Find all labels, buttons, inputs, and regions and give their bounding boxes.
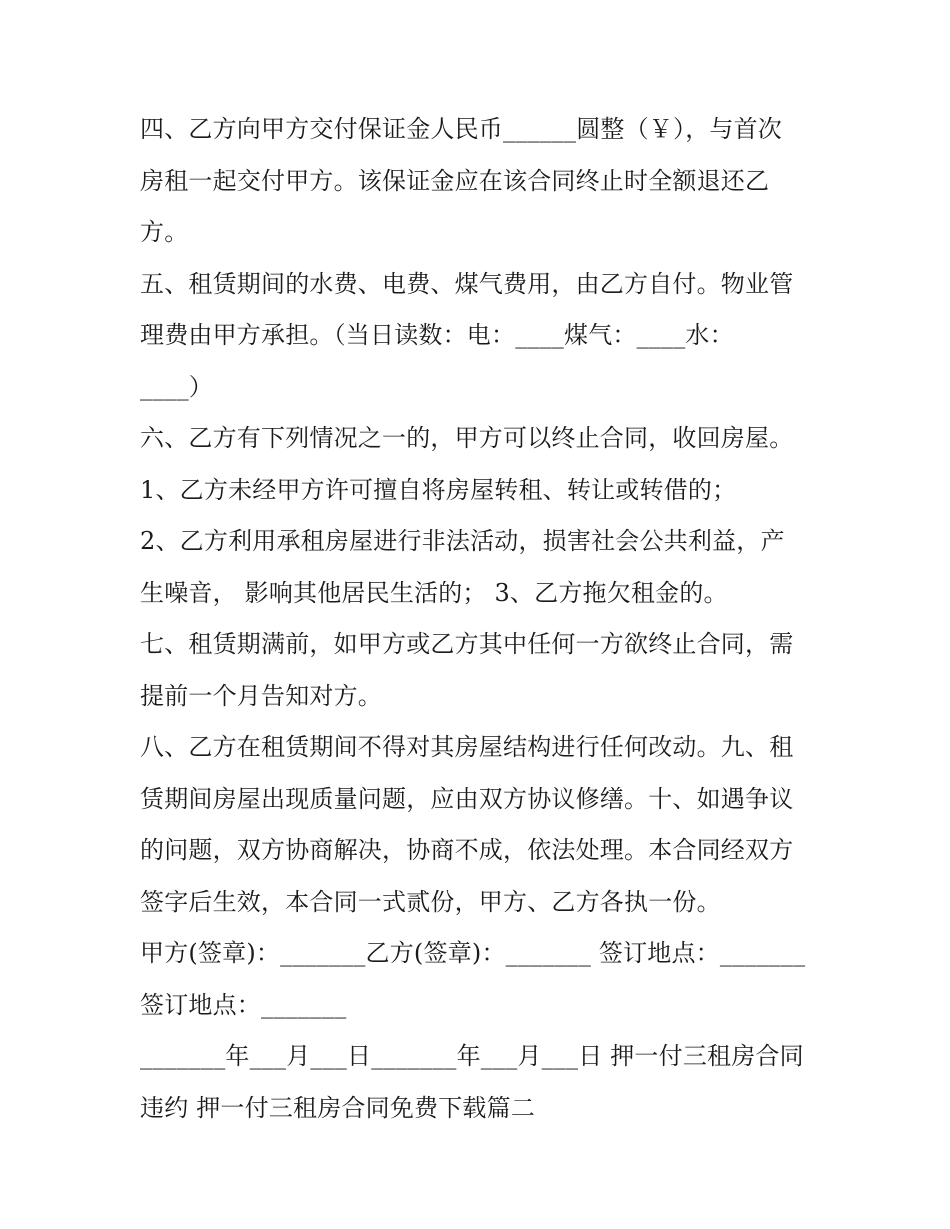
- text-line: 六、乙方有下列情况之一的，甲方可以终止合同，收回房屋。: [140, 424, 794, 452]
- text-line: 方。: [140, 218, 189, 246]
- text-line: 赁期间房屋出现质量问题，应由双方协议修缮。十、如遇争议: [140, 784, 794, 813]
- text-line: 违约 押一付三租房合同免费下载篇二: [140, 1093, 536, 1122]
- text-line: 2、乙方利用承租房屋进行非法活动，损害社会公共利益，产: [140, 527, 785, 555]
- text-line: 五、租赁期间的水费、电费、煤气费用，由乙方自付。物业管: [140, 269, 794, 298]
- text-line: ____）: [140, 372, 213, 401]
- text-line: 提前一个月告知对方。: [140, 681, 382, 710]
- text-line: 八、乙方在租赁期间不得对其房屋结构进行任何改动。九、租: [140, 733, 794, 761]
- document-page: [140, 104, 820, 1134]
- text-line: 理费由甲方承担。（当日读数：电：____煤气：____水：: [140, 321, 734, 349]
- text-line: 生噪音， 影响其他居民生活的； 3、乙方拖欠租金的。: [140, 578, 728, 607]
- text-line: 四、乙方向甲方交付保证金人民币______圆整（￥），与首次: [140, 115, 782, 143]
- signature-line: 甲方(签章)：_______乙方(签章)：_______ 签订地点：_______: [140, 939, 806, 967]
- date-line: _______年___月___日_______年___月___日 押一付三租房合同: [140, 1042, 804, 1070]
- text-line: 的问题，双方协商解决，协商不成，依法处理。本合同经双方: [140, 836, 794, 864]
- text-line: 房租一起交付甲方。该保证金应在该合同终止时全额退还乙: [140, 166, 770, 195]
- text-line: 1、乙方未经甲方许可擅自将房屋转租、转让或转借的；: [140, 475, 737, 504]
- text-line: 七、租赁期满前，如甲方或乙方其中任何一方欲终止合同，需: [140, 630, 794, 658]
- text-line: 签字后生效，本合同一式贰份，甲方、乙方各执一份。: [140, 887, 721, 916]
- signing-place-line: 签订地点：_______: [140, 990, 347, 1019]
